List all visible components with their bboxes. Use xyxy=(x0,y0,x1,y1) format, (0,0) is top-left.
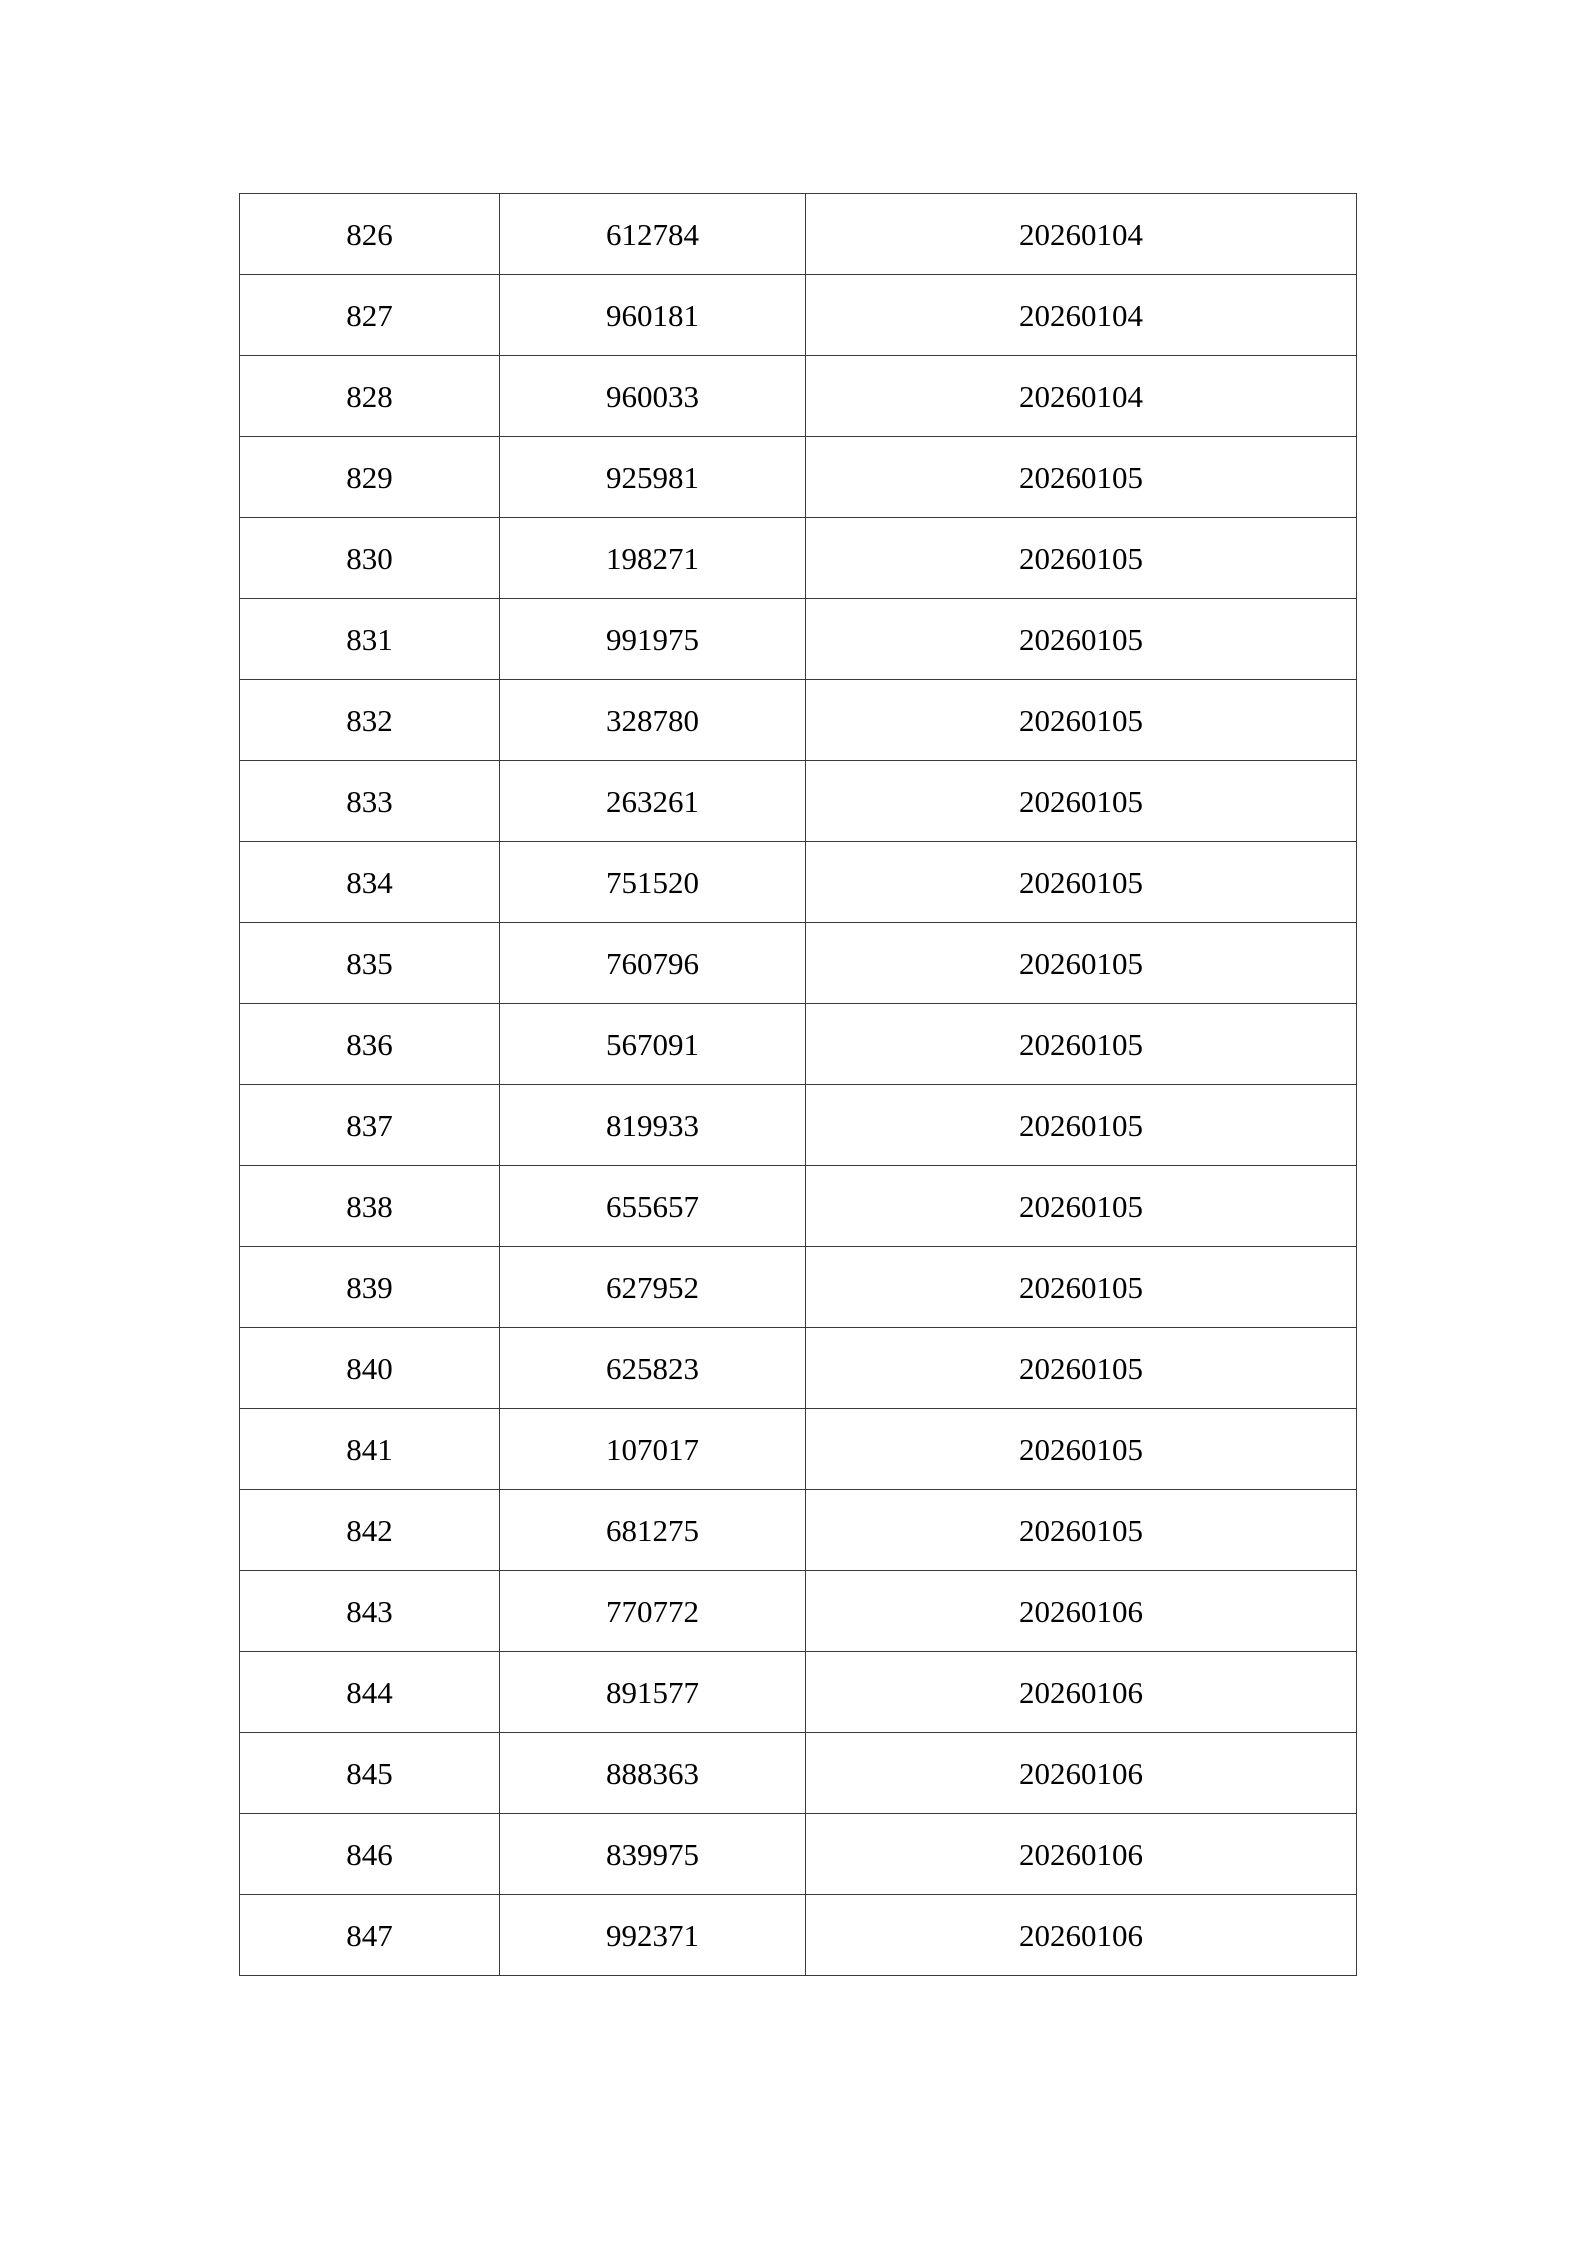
date-cell: 20260106 xyxy=(806,1895,1357,1976)
date-cell: 20260105 xyxy=(806,761,1357,842)
date-cell: 20260106 xyxy=(806,1652,1357,1733)
code-cell: 627952 xyxy=(500,1247,806,1328)
serial-number-cell: 828 xyxy=(240,356,500,437)
table-row xyxy=(240,518,1357,599)
code-cell: 567091 xyxy=(500,1004,806,1085)
serial-number-cell: 834 xyxy=(240,842,500,923)
serial-number-cell: 845 xyxy=(240,1733,500,1814)
date-cell: 20260106 xyxy=(806,1733,1357,1814)
table-row xyxy=(240,1895,1357,1976)
date-cell: 20260105 xyxy=(806,1166,1357,1247)
table-row xyxy=(240,923,1357,1004)
table-body xyxy=(240,194,1357,1976)
date-cell: 20260105 xyxy=(806,437,1357,518)
serial-number-cell: 832 xyxy=(240,680,500,761)
table-row xyxy=(240,1328,1357,1409)
code-cell: 760796 xyxy=(500,923,806,1004)
table-row xyxy=(240,194,1357,275)
code-cell: 819933 xyxy=(500,1085,806,1166)
table-row xyxy=(240,356,1357,437)
serial-number-cell: 847 xyxy=(240,1895,500,1976)
table-row xyxy=(240,1247,1357,1328)
date-cell: 20260104 xyxy=(806,275,1357,356)
code-cell: 107017 xyxy=(500,1409,806,1490)
code-cell: 198271 xyxy=(500,518,806,599)
serial-number-cell: 831 xyxy=(240,599,500,680)
table-row xyxy=(240,761,1357,842)
serial-number-cell: 837 xyxy=(240,1085,500,1166)
date-cell: 20260104 xyxy=(806,356,1357,437)
date-cell: 20260104 xyxy=(806,194,1357,275)
table-row xyxy=(240,680,1357,761)
date-cell: 20260105 xyxy=(806,1328,1357,1409)
serial-number-cell: 842 xyxy=(240,1490,500,1571)
date-cell: 20260106 xyxy=(806,1814,1357,1895)
serial-number-cell: 836 xyxy=(240,1004,500,1085)
code-cell: 992371 xyxy=(500,1895,806,1976)
code-cell: 925981 xyxy=(500,437,806,518)
table-row xyxy=(240,437,1357,518)
code-cell: 263261 xyxy=(500,761,806,842)
date-cell: 20260105 xyxy=(806,518,1357,599)
serial-number-cell: 840 xyxy=(240,1328,500,1409)
table-row xyxy=(240,275,1357,356)
code-cell: 960033 xyxy=(500,356,806,437)
serial-number-cell: 843 xyxy=(240,1571,500,1652)
serial-number-cell: 826 xyxy=(240,194,500,275)
code-cell: 612784 xyxy=(500,194,806,275)
date-cell: 20260105 xyxy=(806,680,1357,761)
code-cell: 681275 xyxy=(500,1490,806,1571)
serial-number-cell: 844 xyxy=(240,1652,500,1733)
serial-number-cell: 835 xyxy=(240,923,500,1004)
table-row xyxy=(240,1085,1357,1166)
date-cell: 20260105 xyxy=(806,923,1357,1004)
date-cell: 20260105 xyxy=(806,1247,1357,1328)
date-cell: 20260105 xyxy=(806,1490,1357,1571)
date-cell: 20260105 xyxy=(806,1085,1357,1166)
serial-number-cell: 827 xyxy=(240,275,500,356)
data-table xyxy=(239,193,1357,1976)
date-cell: 20260105 xyxy=(806,1004,1357,1085)
serial-number-cell: 829 xyxy=(240,437,500,518)
date-cell: 20260105 xyxy=(806,842,1357,923)
table-row xyxy=(240,842,1357,923)
serial-number-cell: 830 xyxy=(240,518,500,599)
code-cell: 839975 xyxy=(500,1814,806,1895)
serial-number-cell: 846 xyxy=(240,1814,500,1895)
code-cell: 625823 xyxy=(500,1328,806,1409)
table-row xyxy=(240,1571,1357,1652)
code-cell: 751520 xyxy=(500,842,806,923)
code-cell: 888363 xyxy=(500,1733,806,1814)
table-row xyxy=(240,1652,1357,1733)
table-row xyxy=(240,1490,1357,1571)
serial-number-cell: 838 xyxy=(240,1166,500,1247)
serial-number-cell: 833 xyxy=(240,761,500,842)
table-row xyxy=(240,1004,1357,1085)
code-cell: 991975 xyxy=(500,599,806,680)
code-cell: 960181 xyxy=(500,275,806,356)
serial-number-cell: 841 xyxy=(240,1409,500,1490)
code-cell: 328780 xyxy=(500,680,806,761)
table-row xyxy=(240,1166,1357,1247)
code-cell: 891577 xyxy=(500,1652,806,1733)
date-cell: 20260105 xyxy=(806,1409,1357,1490)
code-cell: 770772 xyxy=(500,1571,806,1652)
table-row xyxy=(240,1733,1357,1814)
table-row xyxy=(240,1409,1357,1490)
serial-number-cell: 839 xyxy=(240,1247,500,1328)
table-row xyxy=(240,599,1357,680)
date-cell: 20260105 xyxy=(806,599,1357,680)
table-row xyxy=(240,1814,1357,1895)
date-cell: 20260106 xyxy=(806,1571,1357,1652)
code-cell: 655657 xyxy=(500,1166,806,1247)
